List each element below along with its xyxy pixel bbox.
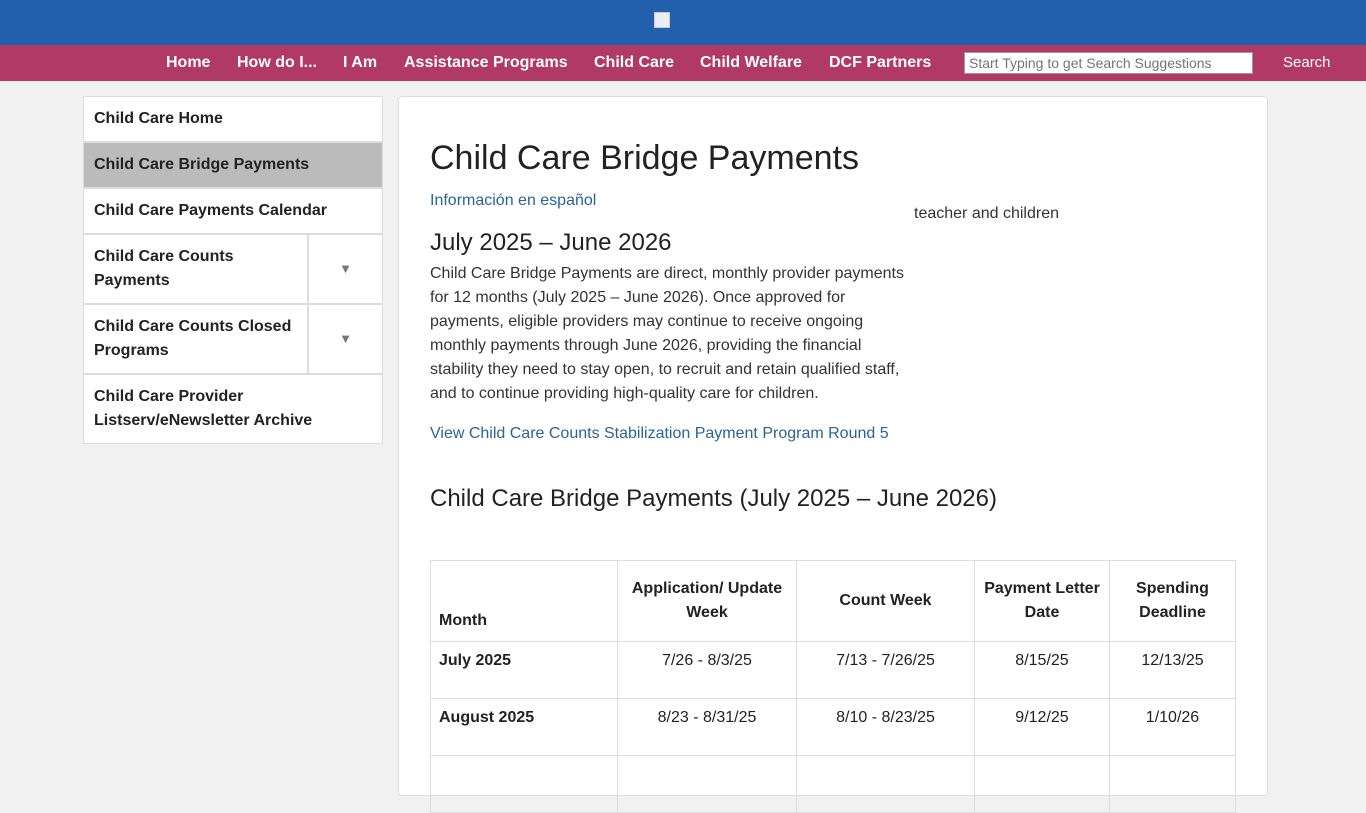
sidebar-item-label: Child Care Counts Payments [94, 248, 234, 289]
sidebar-item-listserv[interactable] [84, 375, 382, 443]
chevron-down-icon[interactable]: ▼ [307, 235, 382, 303]
col-application-week: Application/ Update Week [618, 561, 797, 642]
table-header-row [431, 561, 1236, 642]
sidebar-item-payments-calendar[interactable] [84, 189, 382, 235]
intro-paragraph: Child Care Bridge Payments are direct, monthly provider payments for 12 months (July 2025 – June 2026). Once approved for payments, eligible providers may continue to receive ongoing monthly payments through June 2026, providing the financial stability they need to stay open, to recruit and retain qualified staff, and to continue providing high-quality care for children. [430, 265, 904, 402]
main-content [398, 96, 1268, 796]
col-payment-letter-date: Payment Letter Date [975, 561, 1110, 642]
chevron-down-icon[interactable]: ▼ [307, 305, 382, 373]
sidebar-item-child-care-home[interactable] [84, 97, 382, 143]
nav-how-do-i[interactable]: How do I... [237, 54, 317, 71]
nav-child-care[interactable]: Child Care [594, 54, 675, 71]
cell: 8/23 - 8/31/25 [618, 699, 797, 756]
cell: 8/15/25 [975, 642, 1110, 699]
sidebar-item-label: Child Care Counts Closed Programs [94, 318, 292, 359]
nav-child-welfare[interactable]: Child Welfare [700, 54, 802, 71]
cell: August 2025 [431, 699, 618, 756]
table-title: Child Care Bridge Payments (July 2025 – June 2026) [430, 485, 997, 512]
spanish-link[interactable]: Información en español [430, 192, 597, 209]
cell: 7/26 - 8/3/25 [618, 642, 797, 699]
sidebar-item-label: Child Care Provider Listserv/eNewsletter Archive [94, 388, 313, 429]
section-subtitle: July 2025 – June 2026 [430, 229, 672, 256]
sidebar-item-bridge-payments[interactable] [84, 143, 382, 189]
cell [975, 756, 1110, 813]
sidebar-item-label: Child Care Bridge Payments [94, 156, 310, 173]
col-spending-deadline: Spending Deadline [1110, 561, 1236, 642]
page-title: Child Care Bridge Payments [430, 139, 859, 177]
cell [618, 756, 797, 813]
table-row [431, 642, 1236, 699]
logo-image[interactable] [654, 12, 670, 28]
cell: 9/12/25 [975, 699, 1110, 756]
cell [1110, 756, 1236, 813]
nav-i-am[interactable]: I Am [343, 54, 378, 71]
cell: 12/13/25 [1110, 642, 1236, 699]
cell: 1/10/26 [1110, 699, 1236, 756]
header-bar [0, 0, 1366, 45]
nav-home[interactable]: Home [166, 54, 211, 71]
sidebar [83, 96, 383, 444]
nav-assistance-programs[interactable]: Assistance Programs [404, 54, 568, 71]
main-nav [0, 45, 1366, 81]
round5-link[interactable]: View Child Care Counts Stabilization Payment Program Round 5 [430, 425, 889, 442]
cell [797, 756, 975, 813]
sidebar-item-counts-payments[interactable] [84, 235, 382, 305]
nav-dcf-partners[interactable]: DCF Partners [829, 54, 932, 71]
cell: July 2025 [431, 642, 618, 699]
cell [431, 756, 618, 813]
table-row [431, 756, 1236, 813]
sidebar-item-label: Child Care Payments Calendar [94, 202, 327, 219]
col-count-week: Count Week [797, 561, 975, 642]
payments-table [430, 560, 1236, 813]
table-row [431, 699, 1236, 756]
search-button[interactable]: Search [1283, 54, 1331, 71]
sidebar-item-counts-closed[interactable] [84, 305, 382, 375]
search-input[interactable] [964, 52, 1253, 74]
cell: 8/10 - 8/23/25 [797, 699, 975, 756]
col-month: Month [431, 561, 618, 642]
sidebar-item-label: Child Care Home [94, 110, 223, 127]
teacher-children-image: teacher and children [914, 205, 1059, 222]
cell: 7/13 - 7/26/25 [797, 642, 975, 699]
